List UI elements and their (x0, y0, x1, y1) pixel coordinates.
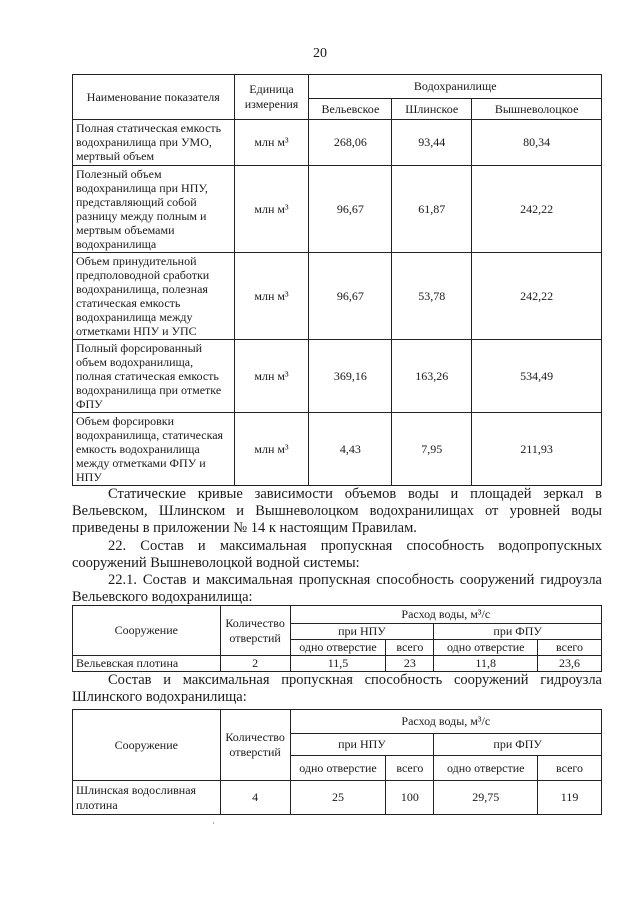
row-value: 96,67 (309, 253, 392, 340)
table-row (73, 253, 602, 340)
row-value: 80,34 (472, 120, 602, 166)
header-structure: Сооружение (73, 606, 221, 656)
fpu-total: 119 (538, 781, 602, 815)
header-reservoir: Водохранилище (309, 75, 602, 99)
header-openings: Количество отверстий (220, 710, 290, 781)
row-unit: млн м³ (234, 340, 309, 413)
structure-name: Шлинская водосливная плотина (73, 781, 221, 815)
shlinsky-capacity-table (72, 709, 602, 815)
row-name: Объем принудительной предполоводной сработки водохранилища, полезная статическая емкость водохранилища между отметками НПУ и УПС (73, 253, 235, 340)
reservoir-volume-table (72, 74, 602, 486)
header-one-opening: одно отверстие (434, 640, 538, 656)
header-flow: Расход воды, м³/с (290, 606, 601, 624)
row-name: Полезный объем водохранилища при НПУ, представляющий собой разницу между полным и мертвым объемами водохранилища (73, 166, 235, 253)
header-fpu: при ФПУ (434, 624, 602, 640)
header-unit: Единица измерения (234, 75, 309, 120)
row-value: 61,87 (392, 166, 472, 253)
table-row (73, 781, 602, 815)
paragraph-section-22: 22. Состав и максимальная пропускная способность водопропускных сооружений Вышневолоцкой водной системы: (72, 538, 602, 571)
header-structure: Сооружение (73, 710, 221, 781)
row-value: 4,43 (309, 413, 392, 486)
row-name: Объем форсировки водохранилища, статическая емкость водохранилища между отметками ФПУ и НПУ (73, 413, 235, 486)
header-total: всего (386, 756, 434, 781)
row-value: 53,78 (392, 253, 472, 340)
row-value: 93,44 (392, 120, 472, 166)
row-value: 211,93 (472, 413, 602, 486)
row-value: 534,49 (472, 340, 602, 413)
row-name: Полный форсированный объем водохранилища, полная статическая емкость водохранилища при отметке ФПУ (73, 340, 235, 413)
row-value: 242,22 (472, 166, 602, 253)
header-npu: при НПУ (290, 734, 434, 756)
header-indicator: Наименование показателя (73, 75, 235, 120)
header-flow: Расход воды, м³/с (290, 710, 601, 734)
npu-total: 23 (386, 656, 434, 672)
npu-total: 100 (386, 781, 434, 815)
header-openings: Количество отверстий (220, 606, 290, 656)
fpu-one: 11,8 (434, 656, 538, 672)
openings-count: 2 (220, 656, 290, 672)
npu-one: 25 (290, 781, 386, 815)
table-row (73, 120, 602, 166)
structure-name: Вельевская плотина (73, 656, 221, 672)
table-row (73, 166, 602, 253)
header-total: всего (386, 640, 434, 656)
row-value: 163,26 (392, 340, 472, 413)
row-unit: млн м³ (234, 166, 309, 253)
row-value: 7,95 (392, 413, 472, 486)
header-npu: при НПУ (290, 624, 434, 640)
header-one-opening: одно отверстие (434, 756, 538, 781)
row-value: 242,22 (472, 253, 602, 340)
fpu-one: 29,75 (434, 781, 538, 815)
header-one-opening: одно отверстие (290, 756, 386, 781)
table-row (73, 656, 602, 672)
row-unit: млн м³ (234, 120, 309, 166)
page-number: 20 (313, 46, 327, 61)
header-shlinskoe: Шлинское (392, 99, 472, 120)
fpu-total: 23,6 (538, 656, 602, 672)
row-name: Полная статическая емкость водохранилища при УМО, мертвый объем (73, 120, 235, 166)
row-value: 268,06 (309, 120, 392, 166)
header-vyshnevolotskoe: Вышневолоцкое (472, 99, 602, 120)
header-one-opening: одно отверстие (290, 640, 386, 656)
npu-one: 11,5 (290, 656, 386, 672)
row-unit: млн м³ (234, 253, 309, 340)
row-value: 369,16 (309, 340, 392, 413)
openings-count: 4 (220, 781, 290, 815)
scan-mark (213, 822, 214, 824)
paragraph-section-22-1: 22.1. Состав и максимальная пропускная способность сооружений гидроузла Вельевского водохранилища: (72, 572, 602, 605)
table-row (73, 340, 602, 413)
paragraph-shlinsky: Состав и максимальная пропускная способность сооружений гидроузла Шлинского водохранилища: (72, 672, 602, 705)
row-unit: млн м³ (234, 413, 309, 486)
paragraph-static-curves: Статические кривые зависимости объемов воды и площадей зеркал в Вельевском, Шлинском и Вышневолоцком водохранилищах от уровней воды приведены в приложении № 14 к настоящим Правилам. (72, 486, 602, 536)
header-fpu: при ФПУ (434, 734, 602, 756)
velevsky-capacity-table (72, 605, 602, 672)
header-total: всего (538, 640, 602, 656)
header-velevskoe: Вельевское (309, 99, 392, 120)
header-total: всего (538, 756, 602, 781)
row-value: 96,67 (309, 166, 392, 253)
table-row (73, 413, 602, 486)
